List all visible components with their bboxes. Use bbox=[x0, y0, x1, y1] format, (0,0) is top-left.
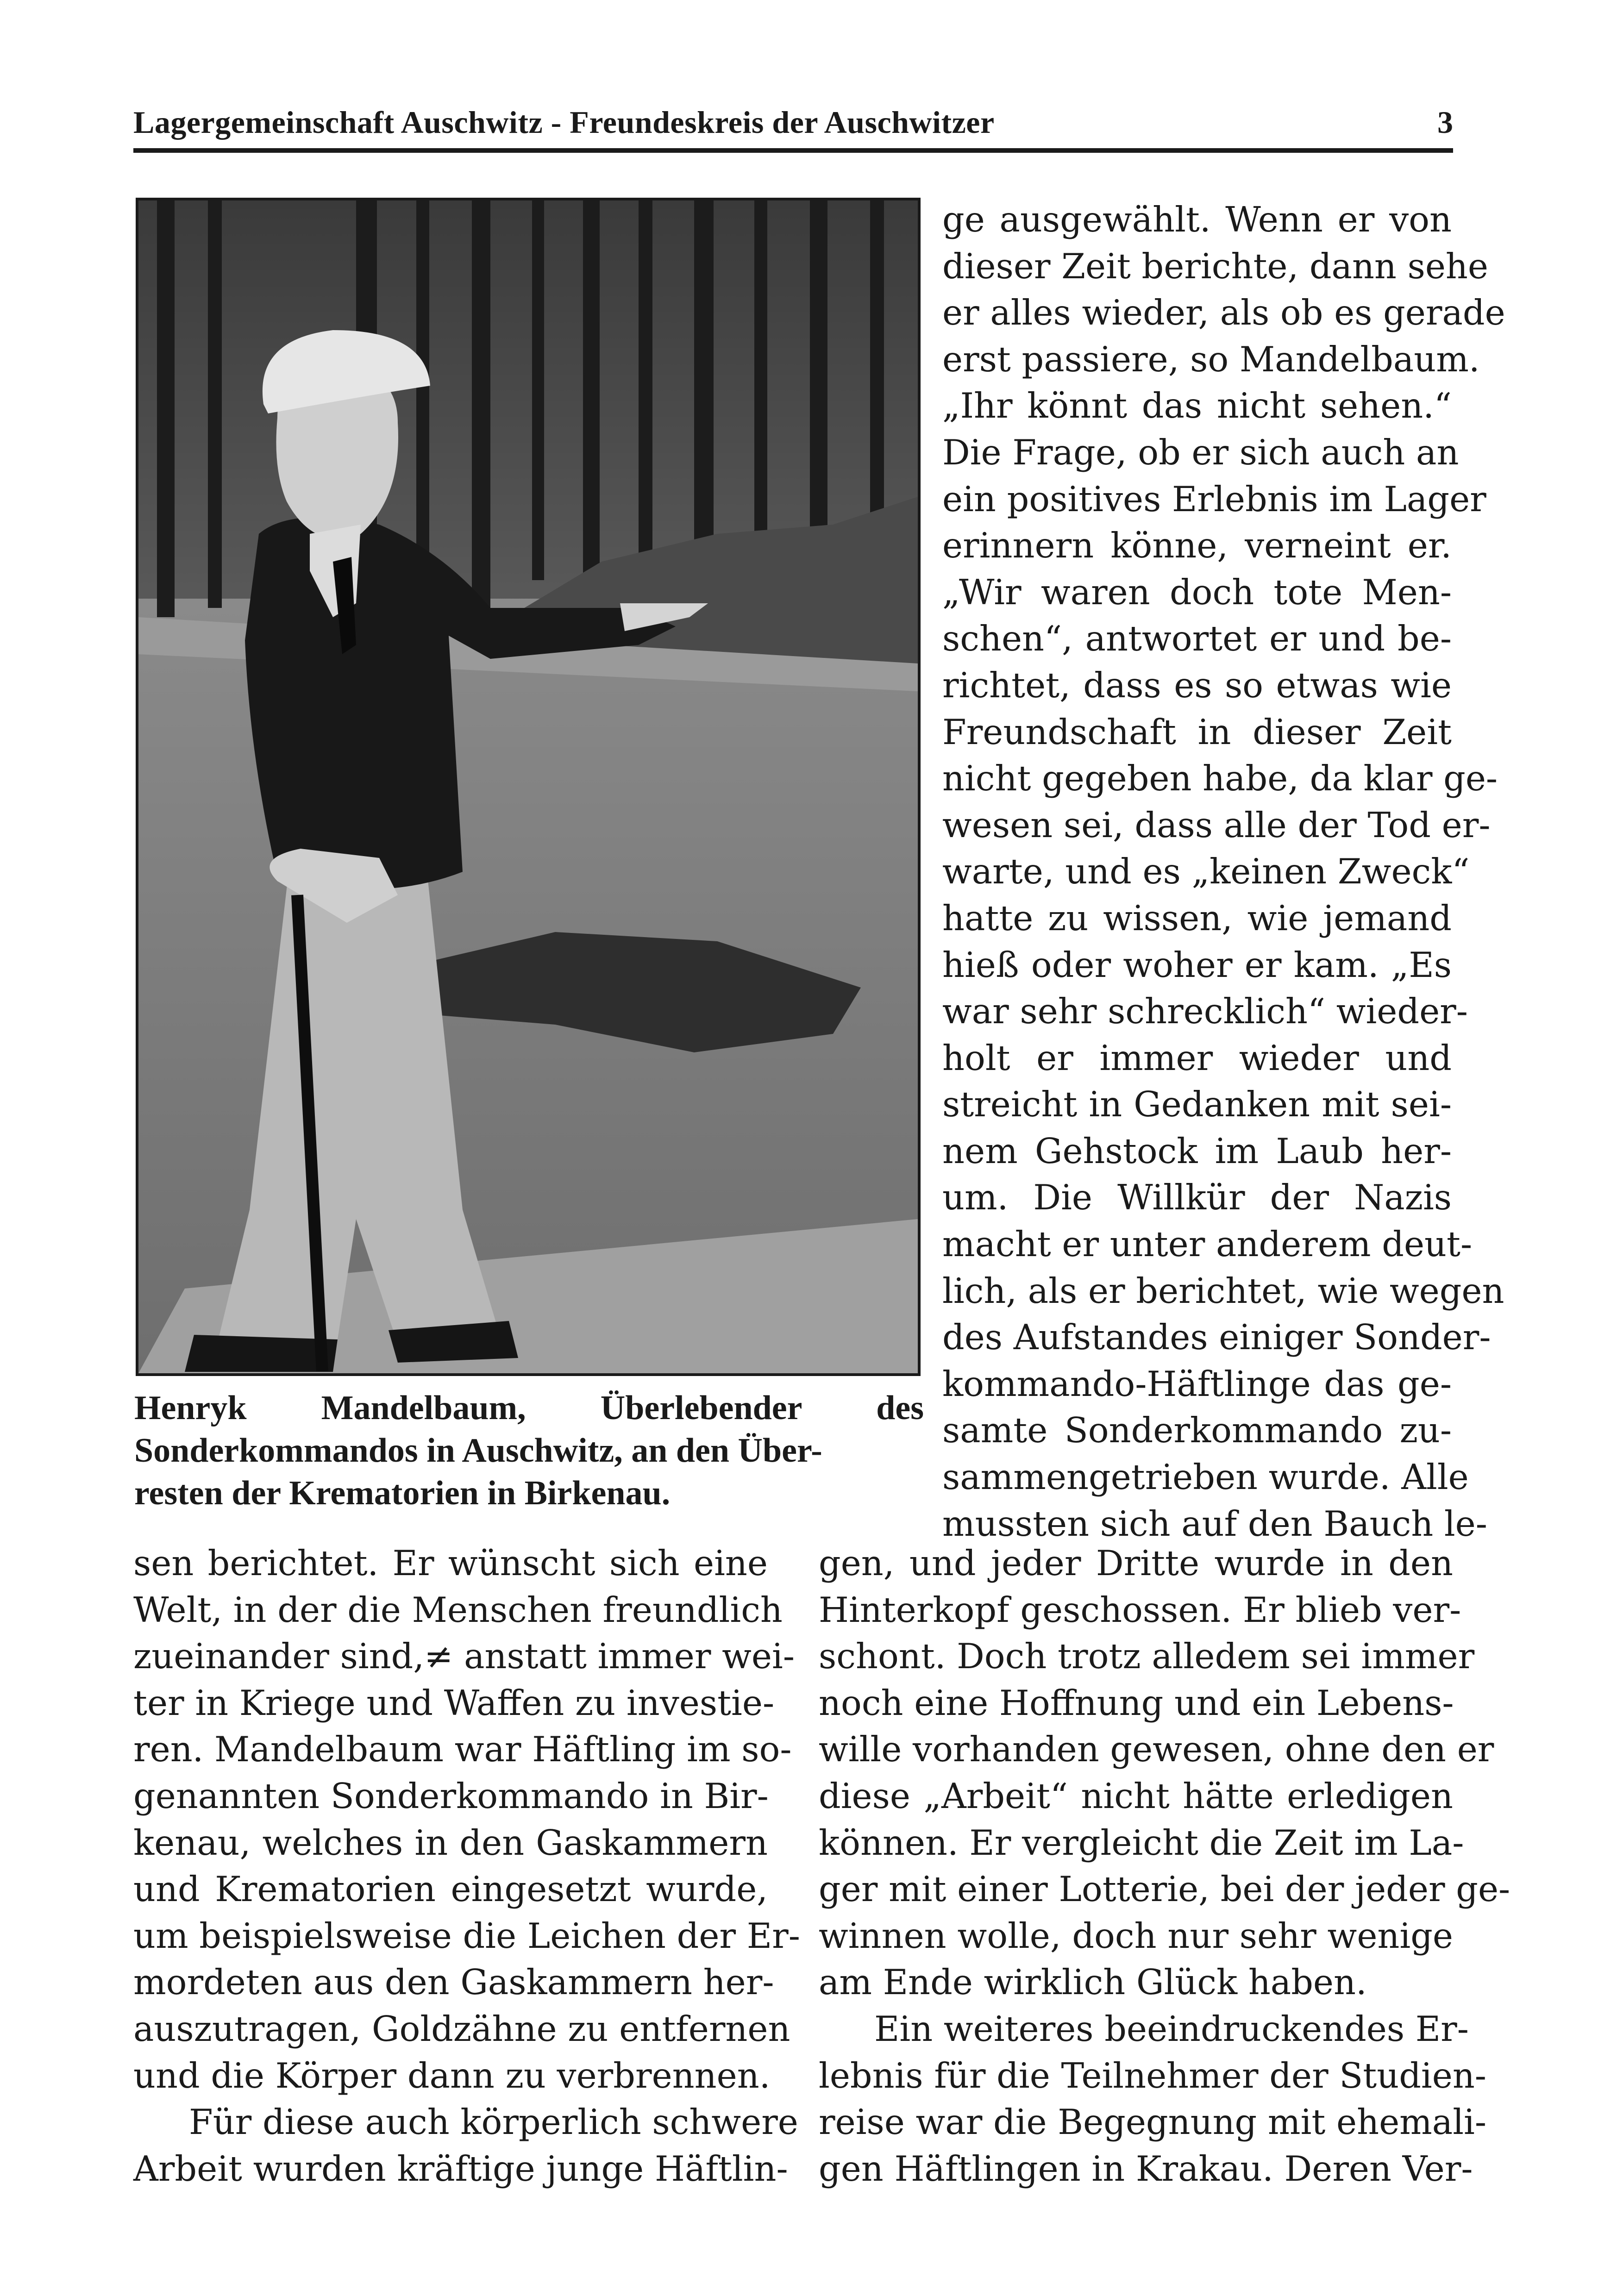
photo-illustration bbox=[138, 200, 918, 1373]
text-line: schen“, antwortet er und be- bbox=[942, 619, 1452, 659]
text-line: kommando-Häftlinge das ge- bbox=[942, 1364, 1452, 1404]
text-line: wille vorhanden gewesen, ohne den er bbox=[819, 1729, 1494, 1770]
text-line: ein positives Erlebnis im Lager bbox=[942, 479, 1486, 519]
text-line: sen berichtet. Er wünscht sich eine bbox=[133, 1543, 768, 1583]
text-line: macht er unter anderem deut- bbox=[942, 1224, 1473, 1265]
right-column-top bbox=[942, 197, 1505, 1547]
text-line: mussten sich auf den Bauch le- bbox=[942, 1503, 1487, 1544]
running-header bbox=[133, 95, 1453, 155]
text-line: erst passiere, so Mandelbaum. bbox=[942, 339, 1480, 380]
text-line: erinnern könne, verneint er. bbox=[942, 526, 1452, 566]
text-line: wesen sei, dass alle der Tod er- bbox=[942, 805, 1491, 845]
text-line: war sehr schrecklich“ wieder- bbox=[942, 991, 1468, 1032]
text-line: und die Körper dann zu verbrennen. bbox=[133, 2055, 771, 2096]
text-line: genannten Sonderkommando in Bir- bbox=[133, 1776, 769, 1816]
text-line: Für diese auch körperlich schwere bbox=[189, 2102, 798, 2143]
text-line: richtet, dass es so etwas wie bbox=[942, 665, 1452, 706]
text-line: ter in Kriege und Waffen zu investie- bbox=[133, 1683, 775, 1723]
text-line: ger mit einer Lotterie, bei der jeder ge- bbox=[819, 1869, 1510, 1910]
text-line: gen Häftlingen in Krakau. Deren Ver- bbox=[819, 2148, 1473, 2189]
text-line: Arbeit wurden kräftige junge Häftlin- bbox=[133, 2148, 788, 2189]
text-line: lich, als er berichtet, wie wegen bbox=[942, 1270, 1504, 1311]
text-line: Welt, in der die Menschen freundlich bbox=[133, 1589, 783, 1630]
text-line: „Wir waren doch tote Men- bbox=[942, 572, 1452, 613]
text-line: nem Gehstock im Laub her- bbox=[942, 1131, 1452, 1171]
caption-line: Sonderkommandos in Auschwitz, an den Über- bbox=[134, 1432, 822, 1470]
right-column-bottom bbox=[819, 1540, 1510, 2192]
text-line: schont. Doch trotz alledem sei immer bbox=[819, 1636, 1475, 1677]
text-line: ren. Mandelbaum war Häftling im so- bbox=[133, 1729, 792, 1770]
text-line: um beispielsweise die Leichen der Er- bbox=[133, 1915, 800, 1956]
text-line: er alles wieder, als ob es gerade bbox=[942, 293, 1505, 333]
text-line: um. Die Willkür der Nazis bbox=[942, 1177, 1452, 1218]
text-line: Freundschaft in dieser Zeit bbox=[942, 712, 1452, 752]
header-rule bbox=[133, 148, 1453, 153]
caption-line: Henryk Mandelbaum, Überlebender des bbox=[134, 1389, 924, 1427]
text-line: winnen wolle, doch nur sehr wenige bbox=[819, 1915, 1453, 1956]
page-number: 3 bbox=[1437, 105, 1453, 140]
text-line: ge ausgewählt. Wenn er von bbox=[942, 200, 1452, 240]
text-line: „Ihr könnt das nicht sehen.“ bbox=[942, 386, 1452, 426]
text-line: gen, und jeder Dritte wurde in den bbox=[819, 1543, 1453, 1583]
text-line: dieser Zeit berichte, dann sehe bbox=[942, 246, 1488, 287]
text-line: noch eine Hoffnung und ein Lebens- bbox=[819, 1683, 1454, 1723]
text-line: Die Frage, ob er sich auch an bbox=[942, 432, 1459, 473]
portrait-photo bbox=[136, 198, 921, 1376]
text-line: reise war die Begegnung mit ehemali- bbox=[819, 2102, 1487, 2143]
text-line: Ein weiteres beeindruckendes Er- bbox=[874, 2008, 1469, 2049]
publication-title: Lagergemeinschaft Auschwitz - Freundeskreis der Auschwitzer bbox=[133, 105, 995, 140]
text-line: hatte zu wissen, wie jemand bbox=[942, 898, 1452, 938]
text-line: auszutragen, Goldzähne zu entfernen bbox=[133, 2008, 790, 2049]
text-line: mordeten aus den Gaskammern her- bbox=[133, 1962, 774, 2003]
text-line: und Krematorien eingesetzt wurde, bbox=[133, 1869, 768, 1910]
caption-line: resten der Krematorien in Birkenau. bbox=[134, 1474, 671, 1512]
left-column-bottom bbox=[133, 1540, 800, 2192]
text-line: hieß oder woher er kam. „Es bbox=[942, 945, 1452, 985]
text-line: Hinterkopf geschossen. Er blieb ver- bbox=[819, 1589, 1461, 1630]
text-line: diese „Arbeit“ nicht hätte erledigen bbox=[819, 1776, 1453, 1816]
text-line: zueinander sind,≠ anstatt immer wei- bbox=[133, 1636, 795, 1677]
text-line: nicht gegeben habe, da klar ge- bbox=[942, 758, 1498, 799]
text-line: holt er immer wieder und bbox=[942, 1038, 1452, 1078]
text-line: streicht in Gedanken mit sei- bbox=[942, 1084, 1452, 1125]
text-line: kenau, welches in den Gaskammern bbox=[133, 1822, 768, 1863]
text-line: sammengetrieben wurde. Alle bbox=[942, 1457, 1469, 1498]
text-line: lebnis für die Teilnehmer der Studien- bbox=[819, 2055, 1486, 2096]
text-line: samte Sonderkommando zu- bbox=[942, 1410, 1452, 1451]
text-line: warte, und es „keinen Zweck“ bbox=[942, 851, 1470, 892]
photo-caption bbox=[134, 1387, 924, 1514]
text-line: am Ende wirklich Glück haben. bbox=[819, 1962, 1367, 2003]
text-line: des Aufstandes einiger Sonder- bbox=[942, 1317, 1491, 1358]
text-line: können. Er vergleicht die Zeit im La- bbox=[819, 1822, 1464, 1863]
